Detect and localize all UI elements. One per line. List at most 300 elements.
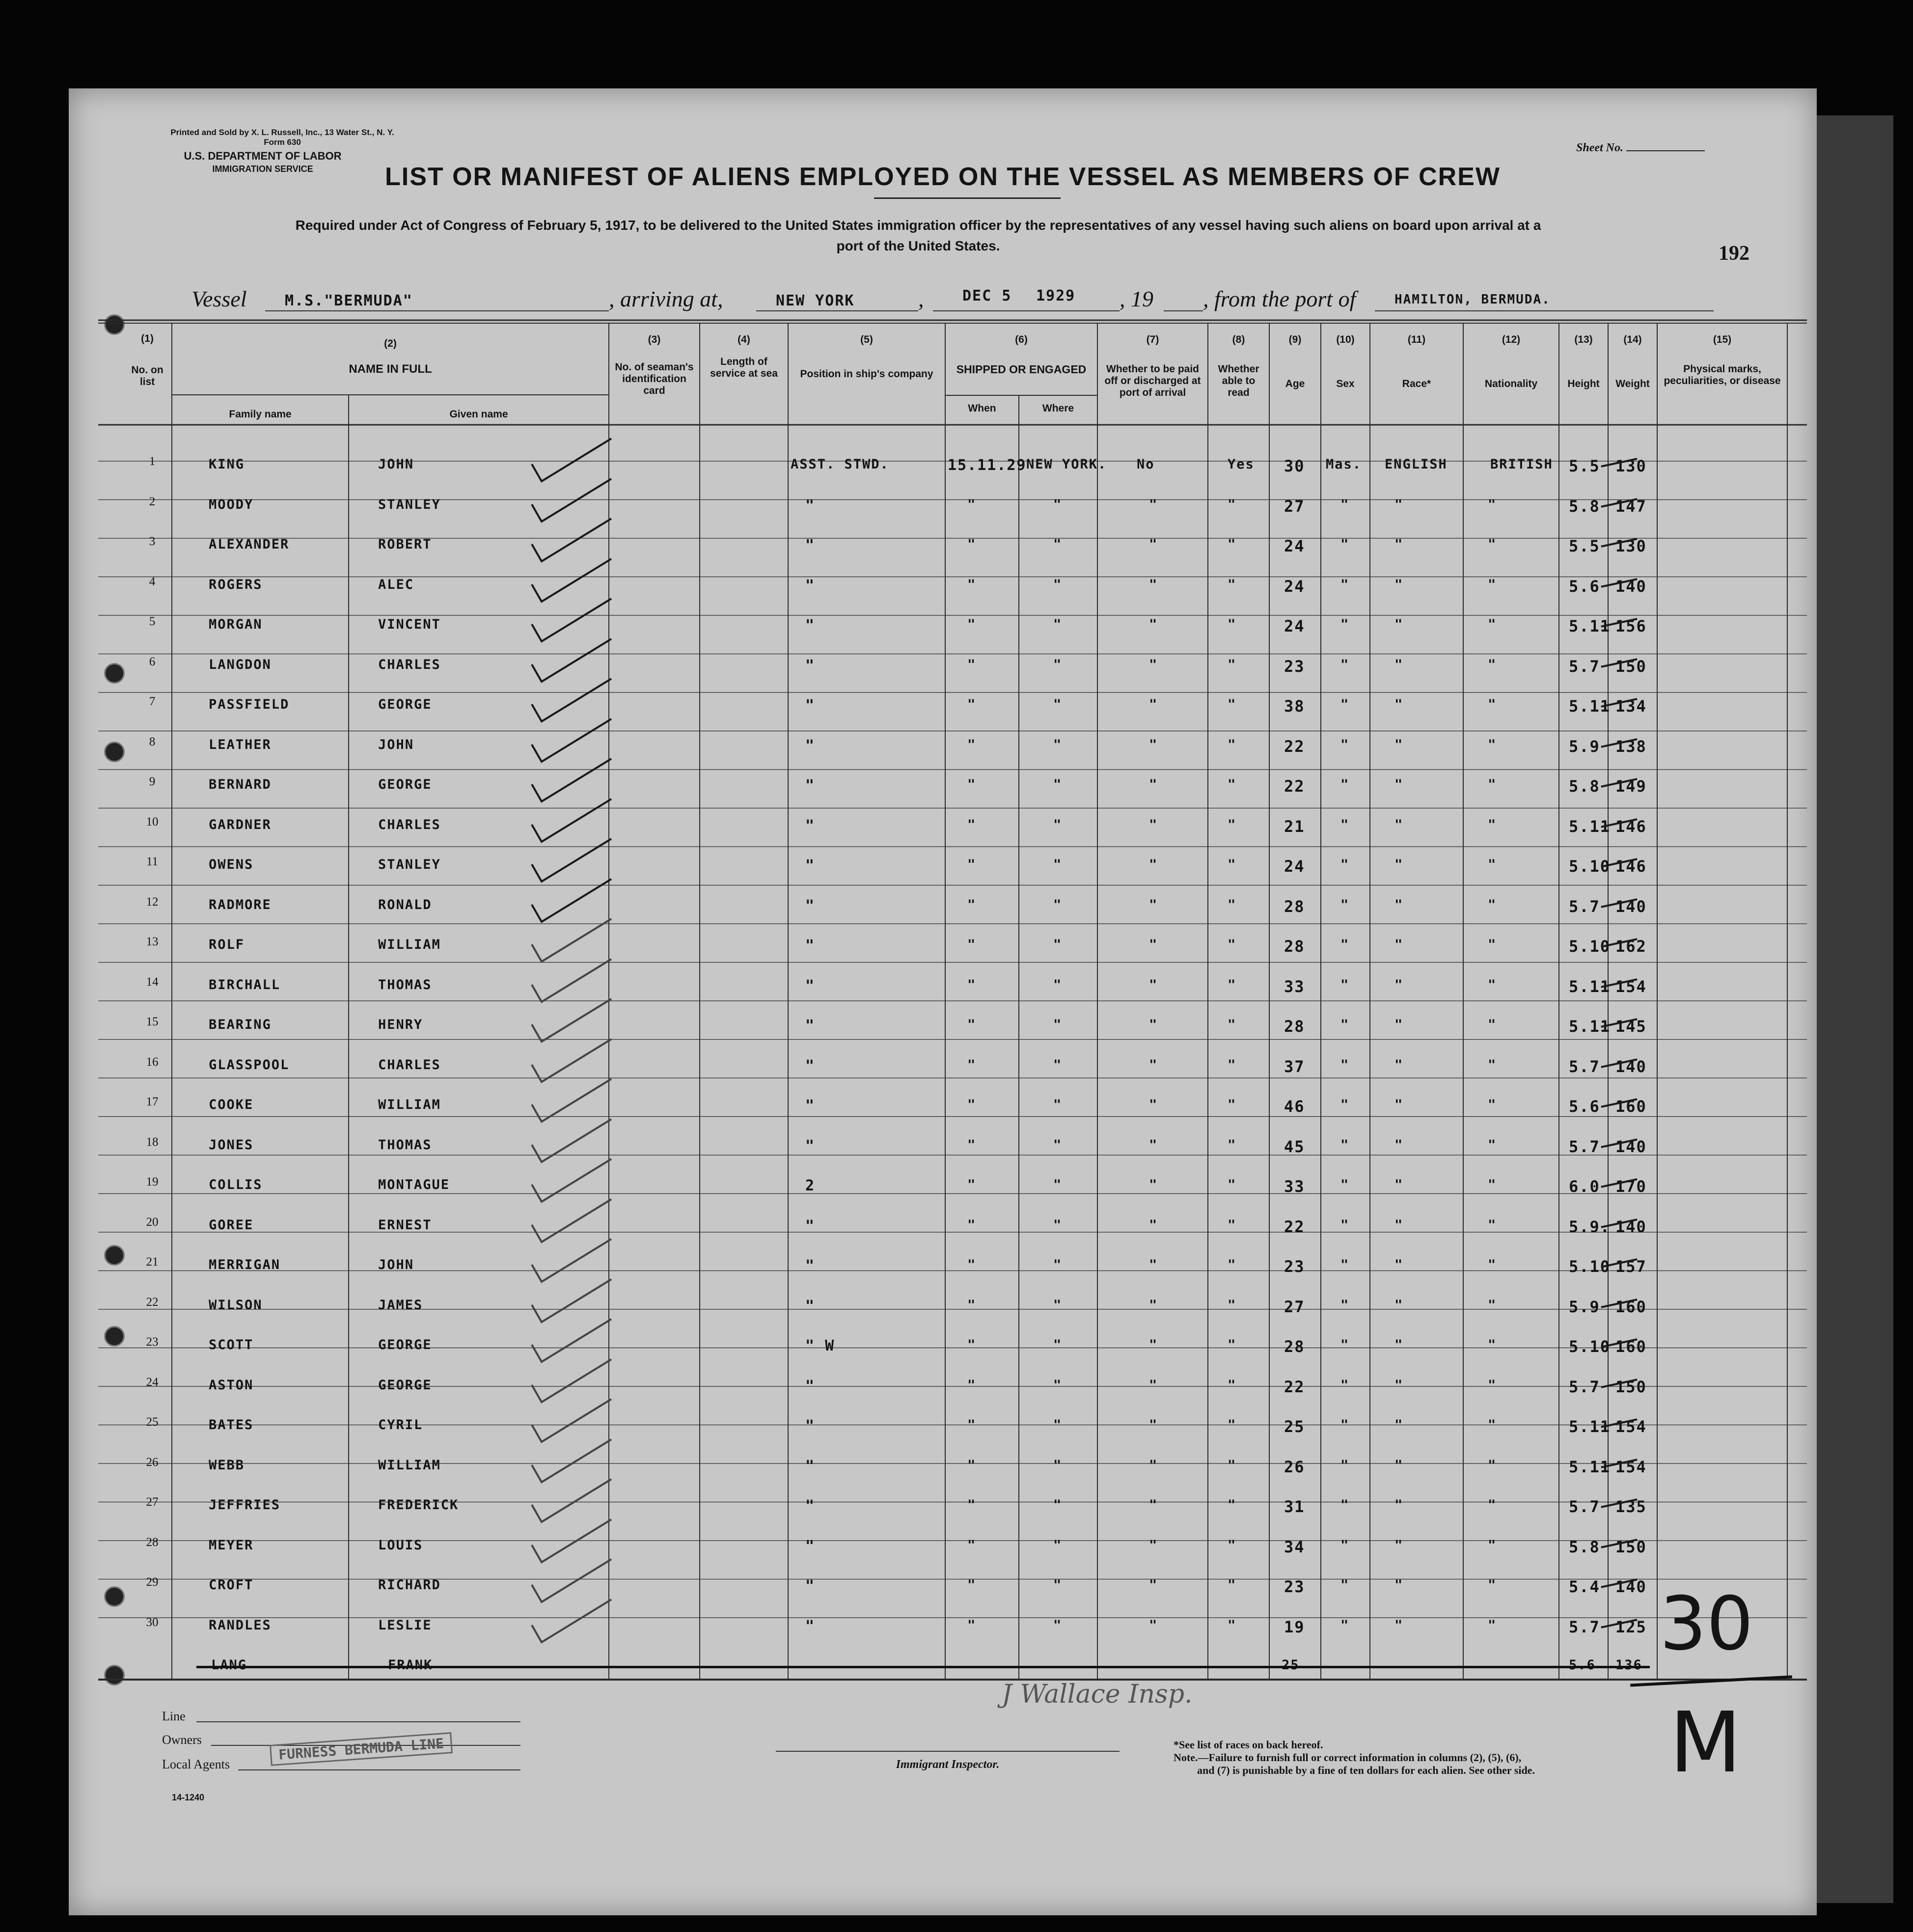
given-name: THOMAS: [378, 977, 432, 993]
sex: ": [1340, 1618, 1350, 1633]
able-to-read: ": [1228, 1577, 1237, 1593]
weight: 134: [1615, 697, 1647, 716]
nationality: BRITISH: [1490, 457, 1553, 472]
col11-number: (11): [1407, 334, 1426, 345]
row-number: 28: [146, 1536, 159, 1549]
able-to-read: ": [1228, 1337, 1237, 1352]
given-name: GEORGE: [378, 1378, 432, 1393]
shipped-when: ": [967, 617, 977, 632]
age: 31: [1284, 1497, 1305, 1516]
shipped-when: ": [967, 897, 977, 912]
col10-number: (10): [1336, 334, 1355, 345]
age: 26: [1284, 1458, 1305, 1476]
sex: ": [1340, 857, 1350, 872]
service-name: IMMIGRATION SERVICE: [212, 164, 313, 174]
age: 33: [1284, 1177, 1305, 1196]
weight: 125: [1615, 1618, 1647, 1636]
race: ": [1394, 577, 1404, 592]
col4-header: Length of service at sea: [710, 356, 778, 379]
weight: 140: [1615, 577, 1647, 596]
family-name: COOKE: [209, 1097, 254, 1112]
family-name: BERNARD: [209, 777, 272, 792]
race: ": [1394, 697, 1404, 712]
family-name: JEFFRIES: [209, 1497, 281, 1513]
able-to-read: ": [1228, 1177, 1237, 1192]
department-name: U.S. DEPARTMENT OF LABOR: [184, 150, 342, 162]
height: 5.7: [1569, 1057, 1600, 1076]
age: 22: [1284, 737, 1305, 756]
position: ": [805, 1257, 816, 1274]
given-name: RICHARD: [378, 1577, 441, 1593]
age: 22: [1284, 1378, 1305, 1396]
height: 5.4: [1569, 1577, 1600, 1596]
arrival-year: 1929: [1036, 287, 1076, 304]
paid-off: ": [1149, 1057, 1158, 1073]
age: 24: [1284, 857, 1305, 876]
able-to-read: ": [1228, 937, 1237, 952]
family-name: GARDNER: [209, 817, 272, 832]
manifest-grid: [69, 88, 1817, 1915]
sex: ": [1340, 977, 1350, 993]
shipped-where: ": [1053, 857, 1063, 872]
given-name: FREDERICK: [378, 1497, 459, 1513]
weight: 130: [1615, 457, 1647, 475]
age: 25: [1284, 1417, 1305, 1436]
family-name: ALEXANDER: [209, 537, 290, 552]
family-name: LEATHER: [209, 737, 272, 752]
able-to-read: ": [1228, 1458, 1237, 1473]
arrival-date: DEC 5: [962, 287, 1012, 304]
position: ": [805, 817, 816, 834]
nationality: ": [1488, 937, 1497, 952]
col13-number: (13): [1574, 334, 1593, 345]
shipped-when: ": [967, 817, 977, 832]
position: ": [805, 497, 816, 514]
family-name: WEBB: [209, 1458, 245, 1473]
nationality: ": [1488, 1137, 1497, 1153]
able-to-read: ": [1228, 817, 1237, 832]
shipped-where: ": [1053, 817, 1063, 832]
handwritten-initials: M: [1669, 1694, 1742, 1792]
shipped-where: ": [1053, 1417, 1063, 1433]
age: 28: [1284, 937, 1305, 956]
shipped-when: ": [967, 737, 977, 752]
family-name: BIRCHALL: [209, 977, 281, 993]
col6-number: (6): [1015, 334, 1028, 345]
given-name: GEORGE: [378, 697, 432, 712]
age: 46: [1284, 1097, 1305, 1116]
family-name: MOODY: [209, 497, 254, 512]
col14-number: (14): [1623, 334, 1642, 345]
paid-off: ": [1149, 1297, 1158, 1313]
position: ": [805, 1577, 816, 1595]
height: 5.8: [1569, 1538, 1600, 1556]
col8-number: (8): [1232, 334, 1245, 345]
col10-header: Sex: [1336, 378, 1355, 389]
able-to-read: ": [1228, 977, 1237, 993]
sex: ": [1340, 1297, 1350, 1313]
shipped-when: ": [967, 1297, 977, 1313]
weight: 156: [1615, 617, 1647, 635]
col4-number: (4): [738, 334, 750, 345]
shipped-where: ": [1053, 577, 1063, 592]
col8-header: Whether able to read: [1218, 363, 1259, 398]
struck-given-name: FRANK: [388, 1657, 433, 1673]
weight: 140: [1615, 1217, 1647, 1236]
sex: ": [1340, 617, 1350, 632]
arriving-label: , arriving at,: [609, 286, 723, 311]
nationality: ": [1488, 897, 1497, 912]
age: 38: [1284, 697, 1305, 716]
family-name: RANDLES: [209, 1618, 272, 1633]
shipped-when: ": [967, 1618, 977, 1633]
col1-number: (1): [141, 333, 154, 344]
subtitle-line-1: Required under Act of Congress of February 5, 1917, to be delivered to the United States immigration officer by the representatives of any vessel having such aliens on board upon arrival at a: [295, 218, 1541, 233]
position: ": [805, 1097, 816, 1114]
row-number: 29: [146, 1575, 159, 1589]
col2-number: (2): [384, 338, 397, 349]
given-name: GEORGE: [378, 1337, 432, 1352]
position: ": [805, 617, 816, 634]
row-number: 17: [146, 1095, 159, 1108]
race: ": [1394, 617, 1404, 632]
position: ": [805, 1057, 816, 1075]
col2-family-header: Family name: [229, 409, 292, 420]
position: ": [805, 1538, 816, 1555]
height: 5.11: [1569, 817, 1611, 836]
given-name: WILLIAM: [378, 1458, 441, 1473]
family-name: ROLF: [209, 937, 245, 952]
shipped-when: ": [967, 1497, 977, 1513]
given-name: ROBERT: [378, 537, 432, 552]
race: ": [1394, 1217, 1404, 1233]
inspector-signature: J Wallace Insp.: [1002, 1680, 1193, 1709]
weight: 160: [1615, 1297, 1647, 1316]
row-number: 21: [146, 1255, 159, 1269]
able-to-read: ": [1228, 657, 1237, 672]
sex: ": [1340, 1017, 1350, 1032]
local-agents-label: Local Agents: [162, 1757, 230, 1771]
family-name: COLLIS: [209, 1177, 263, 1192]
shipped-when: ": [967, 937, 977, 952]
col13-header: Height: [1567, 378, 1600, 389]
weight: 149: [1615, 777, 1647, 796]
race: ": [1394, 857, 1404, 872]
race: ": [1394, 1378, 1404, 1393]
age: 23: [1284, 657, 1305, 676]
shipped-where: ": [1053, 1618, 1063, 1633]
from-port-label: , from the port of: [1203, 286, 1356, 311]
family-name: MERRIGAN: [209, 1257, 281, 1272]
height: 5.7: [1569, 1497, 1600, 1516]
height: 5.7: [1569, 897, 1600, 916]
age: 22: [1284, 1217, 1305, 1236]
shipped-where: ": [1053, 1017, 1063, 1032]
shipped-where: ": [1053, 977, 1063, 993]
race: ": [1394, 777, 1404, 792]
height: 5.9: [1569, 737, 1600, 756]
sex: ": [1340, 937, 1350, 952]
position: ": [805, 1417, 816, 1435]
paid-off: ": [1149, 577, 1158, 592]
given-name: CYRIL: [378, 1417, 423, 1433]
able-to-read: ": [1228, 1538, 1237, 1553]
row-number: 27: [146, 1495, 159, 1509]
col6-when-header: When: [968, 403, 996, 414]
sex: ": [1340, 1417, 1350, 1433]
height: 5.9: [1569, 1297, 1600, 1316]
nationality: ": [1488, 857, 1497, 872]
race: ": [1394, 1297, 1404, 1313]
given-name: LOUIS: [378, 1538, 423, 1553]
weight: 160: [1615, 1337, 1647, 1356]
given-name: STANLEY: [378, 857, 441, 872]
nationality: ": [1488, 977, 1497, 993]
weight: 160: [1615, 1097, 1647, 1116]
sex: ": [1340, 777, 1350, 792]
able-to-read: ": [1228, 1497, 1237, 1513]
age: 24: [1284, 537, 1305, 555]
weight: 135: [1615, 1497, 1647, 1516]
height: 5.10: [1569, 1257, 1611, 1276]
paid-off: ": [1149, 1017, 1158, 1032]
shipped-where: ": [1053, 497, 1063, 512]
race: ": [1394, 977, 1404, 993]
page-number: 192: [1719, 242, 1749, 265]
given-name: JOHN: [378, 1257, 414, 1272]
paid-off: ": [1149, 817, 1158, 832]
shipped-when: ": [967, 1378, 977, 1393]
able-to-read: ": [1228, 777, 1237, 792]
age: 34: [1284, 1538, 1305, 1556]
family-name: GLASSPOOL: [209, 1057, 290, 1073]
weight: 140: [1615, 1137, 1647, 1156]
sex: ": [1340, 1337, 1350, 1352]
position: ": [805, 937, 816, 954]
height: 5.10: [1569, 857, 1611, 876]
height: 5.7: [1569, 1137, 1600, 1156]
paid-off: ": [1149, 1458, 1158, 1473]
able-to-read: ": [1228, 1257, 1237, 1272]
given-name: GEORGE: [378, 777, 432, 792]
height: 5.9.: [1569, 1217, 1611, 1236]
vessel-label: Vessel: [191, 286, 247, 311]
given-name: HENRY: [378, 1017, 423, 1032]
able-to-read: ": [1228, 1137, 1237, 1153]
shipped-where: ": [1053, 1497, 1063, 1513]
age: 28: [1284, 897, 1305, 916]
nationality: ": [1488, 1177, 1497, 1192]
paid-off: ": [1149, 937, 1158, 952]
sheet-number-label: Sheet No.: [1576, 141, 1623, 154]
col5-header: Position in ship's company: [800, 368, 933, 380]
shipped-where: ": [1053, 1458, 1063, 1473]
able-to-read: ": [1228, 1417, 1237, 1433]
age: 21: [1284, 817, 1305, 836]
shipped-when: ": [967, 537, 977, 552]
height: 5.11: [1569, 1417, 1611, 1436]
sex: ": [1340, 1137, 1350, 1153]
col5-number: (5): [860, 334, 873, 345]
shipped-when: ": [967, 657, 977, 672]
shipped-where: ": [1053, 617, 1063, 632]
able-to-read: ": [1228, 857, 1237, 872]
paid-off: ": [1149, 537, 1158, 552]
family-name: MEYER: [209, 1538, 254, 1553]
position: ": [805, 697, 816, 714]
paid-off: ": [1149, 1337, 1158, 1352]
nationality: ": [1488, 1017, 1497, 1032]
paid-off: ": [1149, 1378, 1158, 1393]
paid-off: ": [1149, 1177, 1158, 1192]
sex: ": [1340, 1177, 1350, 1192]
paid-off: ": [1149, 1497, 1158, 1513]
position: ": [805, 977, 816, 994]
race: ": [1394, 1417, 1404, 1433]
shipped-when: ": [967, 1097, 977, 1112]
sex: ": [1340, 697, 1350, 712]
sex: ": [1340, 1458, 1350, 1473]
col6-where-header: Where: [1042, 403, 1074, 414]
shipped-when: ": [967, 1057, 977, 1073]
paid-off: ": [1149, 897, 1158, 912]
footer-form-code: 14-1240: [172, 1793, 205, 1802]
able-to-read: ": [1228, 1057, 1237, 1073]
family-name: OWENS: [209, 857, 254, 872]
nationality: ": [1488, 737, 1497, 752]
able-to-read: ": [1228, 1017, 1237, 1032]
race: ": [1394, 1257, 1404, 1272]
height: 5.7: [1569, 657, 1600, 676]
shipped-where: ": [1053, 777, 1063, 792]
height: 5.6: [1569, 577, 1600, 596]
shipped-where: ": [1053, 1057, 1063, 1073]
paid-off: ": [1149, 977, 1158, 993]
height: 5.10: [1569, 937, 1611, 956]
position: 2: [805, 1177, 816, 1194]
family-name: CROFT: [209, 1577, 254, 1593]
height: 5.11: [1569, 697, 1611, 716]
shipped-where: ": [1053, 1177, 1063, 1192]
able-to-read: ": [1228, 1217, 1237, 1233]
col9-number: (9): [1288, 334, 1302, 345]
able-to-read: ": [1228, 1618, 1237, 1633]
weight: 147: [1615, 497, 1647, 516]
position: ": [805, 1297, 816, 1315]
sex: ": [1340, 1497, 1350, 1513]
paid-off: ": [1149, 1417, 1158, 1433]
owners-label: Owners: [162, 1733, 202, 1747]
col3-number: (3): [648, 334, 661, 345]
sex: ": [1340, 1378, 1350, 1393]
able-to-read: ": [1228, 1378, 1237, 1393]
family-name: RADMORE: [209, 897, 272, 912]
given-name: JOHN: [378, 457, 414, 472]
paid-off: ": [1149, 1217, 1158, 1233]
race: ": [1394, 937, 1404, 952]
race: ": [1394, 1337, 1404, 1352]
position: ": [805, 537, 816, 554]
sex: ": [1340, 817, 1350, 832]
manifest-sheet: Printed and Sold by X. L. Russell, Inc., 13 Water St., N. Y. Form 630 U.S. DEPARTMENT OF LABOR IMMIGRATION SERVICE Sheet No. LIST OR MANIFEST OF ALIENS EMPLOYED ON THE VESSEL AS MEMBERS OF CREW Required under Act of Congress of February 5, 1917, to be delivered to the United States immigration officer by the representatives of any vessel having such aliens on board upon arrival at a port of the United States. 192 Vessel M.S."BERMUDA" , arriving at, NEW YORK , DEC 5 1929 , 19 , from the port of HAMILTON, BERMUDA. (1) No. on list (2) NAME IN FULL Family name Given name (3) No. of seaman's identification card (4) Length of service at sea (5) Position in ship's company (6) SHIPPED OR ENGAGED When Where (7) Whether to be paid off or discharged at port of arrival (8) Whether able to read (9) Age (10) Sex (11) Race* (12) Nationality (13) Height (14) Weight (15) Physical marks, peculiarities, or disease 1 KING JOHN ASST. STWD. 15.11.29 NEW YORK. No Yes Mas. ENGLISH BRITISH 30 5.5 130 2 MOODY STANLEY " " " " " " " " 27 5.8 147 3 ALEXANDER ROBERT " " " " " " " " 24 5.5 130 4 ROGERS ALEC " " " " " " " " 24 5.6 140 5 MORGAN VINCENT " " " " " " " " 24 5.11 156 6 LANGDON CHARLES " " " " " " " " 23 5.7 150 7 PASSFIELD GEORGE " " " " " " " " 38 5.11 134 8 LEATHER JOHN " " " " " " " " 22 5.9 138 9 BERNARD GEORGE " " " " " " " " 22 5.8 149 10 GARDNER CHARLES " " " " " " " " 21 5.11 146 11 OWENS STANLEY " " " " " " " " 24 5.10 146 12 RADMORE RONALD " " " " " " " " 28 5.7 140 13 ROLF WILLIAM " " " " " " " " 28 5.10 162 14 BIRCHALL THOMAS " " " " " " " " 33 5.11 154 15 BEARING HENRY " " " " " " " " 28 5.11 145 16 GLASSPOOL CHARLES " " " " " " " " 37 5.7 140 17 COOKE WILLIAM " " " " " " " " 46 5.6 160 18 JONES THOMAS " " " " " " " " 45 5.7 140 19 COLLIS MONTAGUE 2 " " " " " " " 33 6.0 170 20 GOREE ERNEST " " " " " " " " 22 5.9. 140 21 MERRIGAN JOHN " " " " " " " " 23 5.10 157 22 WILSON JAMES " " " " " " " " 27 5.9 160 23 SCOTT GEORGE " W " " " " " " " 28 5.10 160 24 ASTON GEORGE " " " " " " " " 22 5.7 150 25 BATES CYRIL " " " " " " " " 25 5.11 154 26 WEBB WILLIAM " " " " " " " " 26 5.11 154 27 JEFFRIES FREDERICK " " " " " " " " 31 5.7 135 28 MEYER LOUIS " " " " " " " " 34 5.8 150 29 CROFT RICHARD " " " " " " " " 23 5.4 140 30 RANDLES LESLIE " " " " " " " " 19 5.7 125 LANG FRANK 25 5.6 136 30 M J Wallace Insp. Line Owners Local Agents FURNESS BERMUDA LINE 14-1240 Immigrant Inspector. *See list of races on back hereof. Note.—Failure to furnish full or correct information in columns (2), (5), (6), and (7) is punishable by a fine of ten dollars for each alien. See other side.: [69, 88, 1817, 1915]
page-title: LIST OR MANIFEST OF ALIENS EMPLOYED ON THE VESSEL AS MEMBERS OF CREW: [385, 163, 1501, 191]
race: ": [1394, 1177, 1404, 1192]
position: ": [805, 1497, 816, 1515]
sex: ": [1340, 1538, 1350, 1553]
weight: 150: [1615, 1378, 1647, 1396]
row-number: 15: [146, 1015, 159, 1028]
paid-off: ": [1149, 657, 1158, 672]
paid-off: ": [1149, 1097, 1158, 1112]
row-number: 4: [149, 575, 156, 588]
shipped-when: ": [967, 1458, 977, 1473]
sex: ": [1340, 1257, 1350, 1272]
height: 5.7: [1569, 1378, 1600, 1396]
row-number: 25: [146, 1415, 159, 1429]
family-name: MORGAN: [209, 617, 263, 632]
check-mark: [528, 1596, 626, 1650]
position: ": [805, 737, 816, 754]
weight: 162: [1615, 937, 1647, 956]
row-number: 24: [146, 1376, 159, 1389]
position: " W: [805, 1337, 835, 1354]
paid-off: ": [1149, 857, 1158, 872]
shipped-when: ": [967, 697, 977, 712]
height: 6.0: [1569, 1177, 1600, 1196]
height: 5.5: [1569, 537, 1600, 555]
shipped-when: ": [967, 777, 977, 792]
penalty-note-1: Note.—Failure to furnish full or correct information in columns (2), (5), (6),: [1174, 1751, 1522, 1764]
paid-off: ": [1149, 1538, 1158, 1553]
race: ": [1394, 1538, 1404, 1553]
height: 5.8: [1569, 497, 1600, 516]
row-number: 12: [146, 895, 159, 909]
family-name: ROGERS: [209, 577, 263, 592]
shipped-where: ": [1053, 1097, 1063, 1112]
shipped-when: ": [967, 1417, 977, 1433]
paid-off: ": [1149, 497, 1158, 512]
col9-header: Age: [1285, 378, 1305, 389]
given-name: JOHN: [378, 737, 414, 752]
nationality: ": [1488, 1337, 1497, 1352]
position: ": [805, 1378, 816, 1395]
nationality: ": [1488, 697, 1497, 712]
weight: 157: [1615, 1257, 1647, 1276]
weight: 140: [1615, 1057, 1647, 1076]
weight: 130: [1615, 537, 1647, 555]
weight: 154: [1615, 1417, 1647, 1436]
nationality: ": [1488, 1458, 1497, 1473]
struck-weight: 136: [1615, 1657, 1642, 1673]
sex: ": [1340, 1097, 1350, 1112]
weight: 150: [1615, 1538, 1647, 1556]
shipped-where: ": [1053, 1297, 1063, 1313]
position: ": [805, 857, 816, 874]
nationality: ": [1488, 1057, 1497, 1073]
position: ": [805, 897, 816, 914]
handwritten-total: 30: [1660, 1581, 1753, 1667]
height: 5.11: [1569, 1017, 1611, 1036]
shipped-where: ": [1053, 737, 1063, 752]
shipped-when: ": [967, 977, 977, 993]
weight: 154: [1615, 977, 1647, 996]
nationality: ": [1488, 1378, 1497, 1393]
shipped-where: ": [1053, 1378, 1063, 1393]
paid-off: ": [1149, 697, 1158, 712]
row-number: 16: [146, 1055, 159, 1069]
col12-header: Nationality: [1484, 378, 1538, 389]
col15-number: (15): [1713, 334, 1732, 345]
